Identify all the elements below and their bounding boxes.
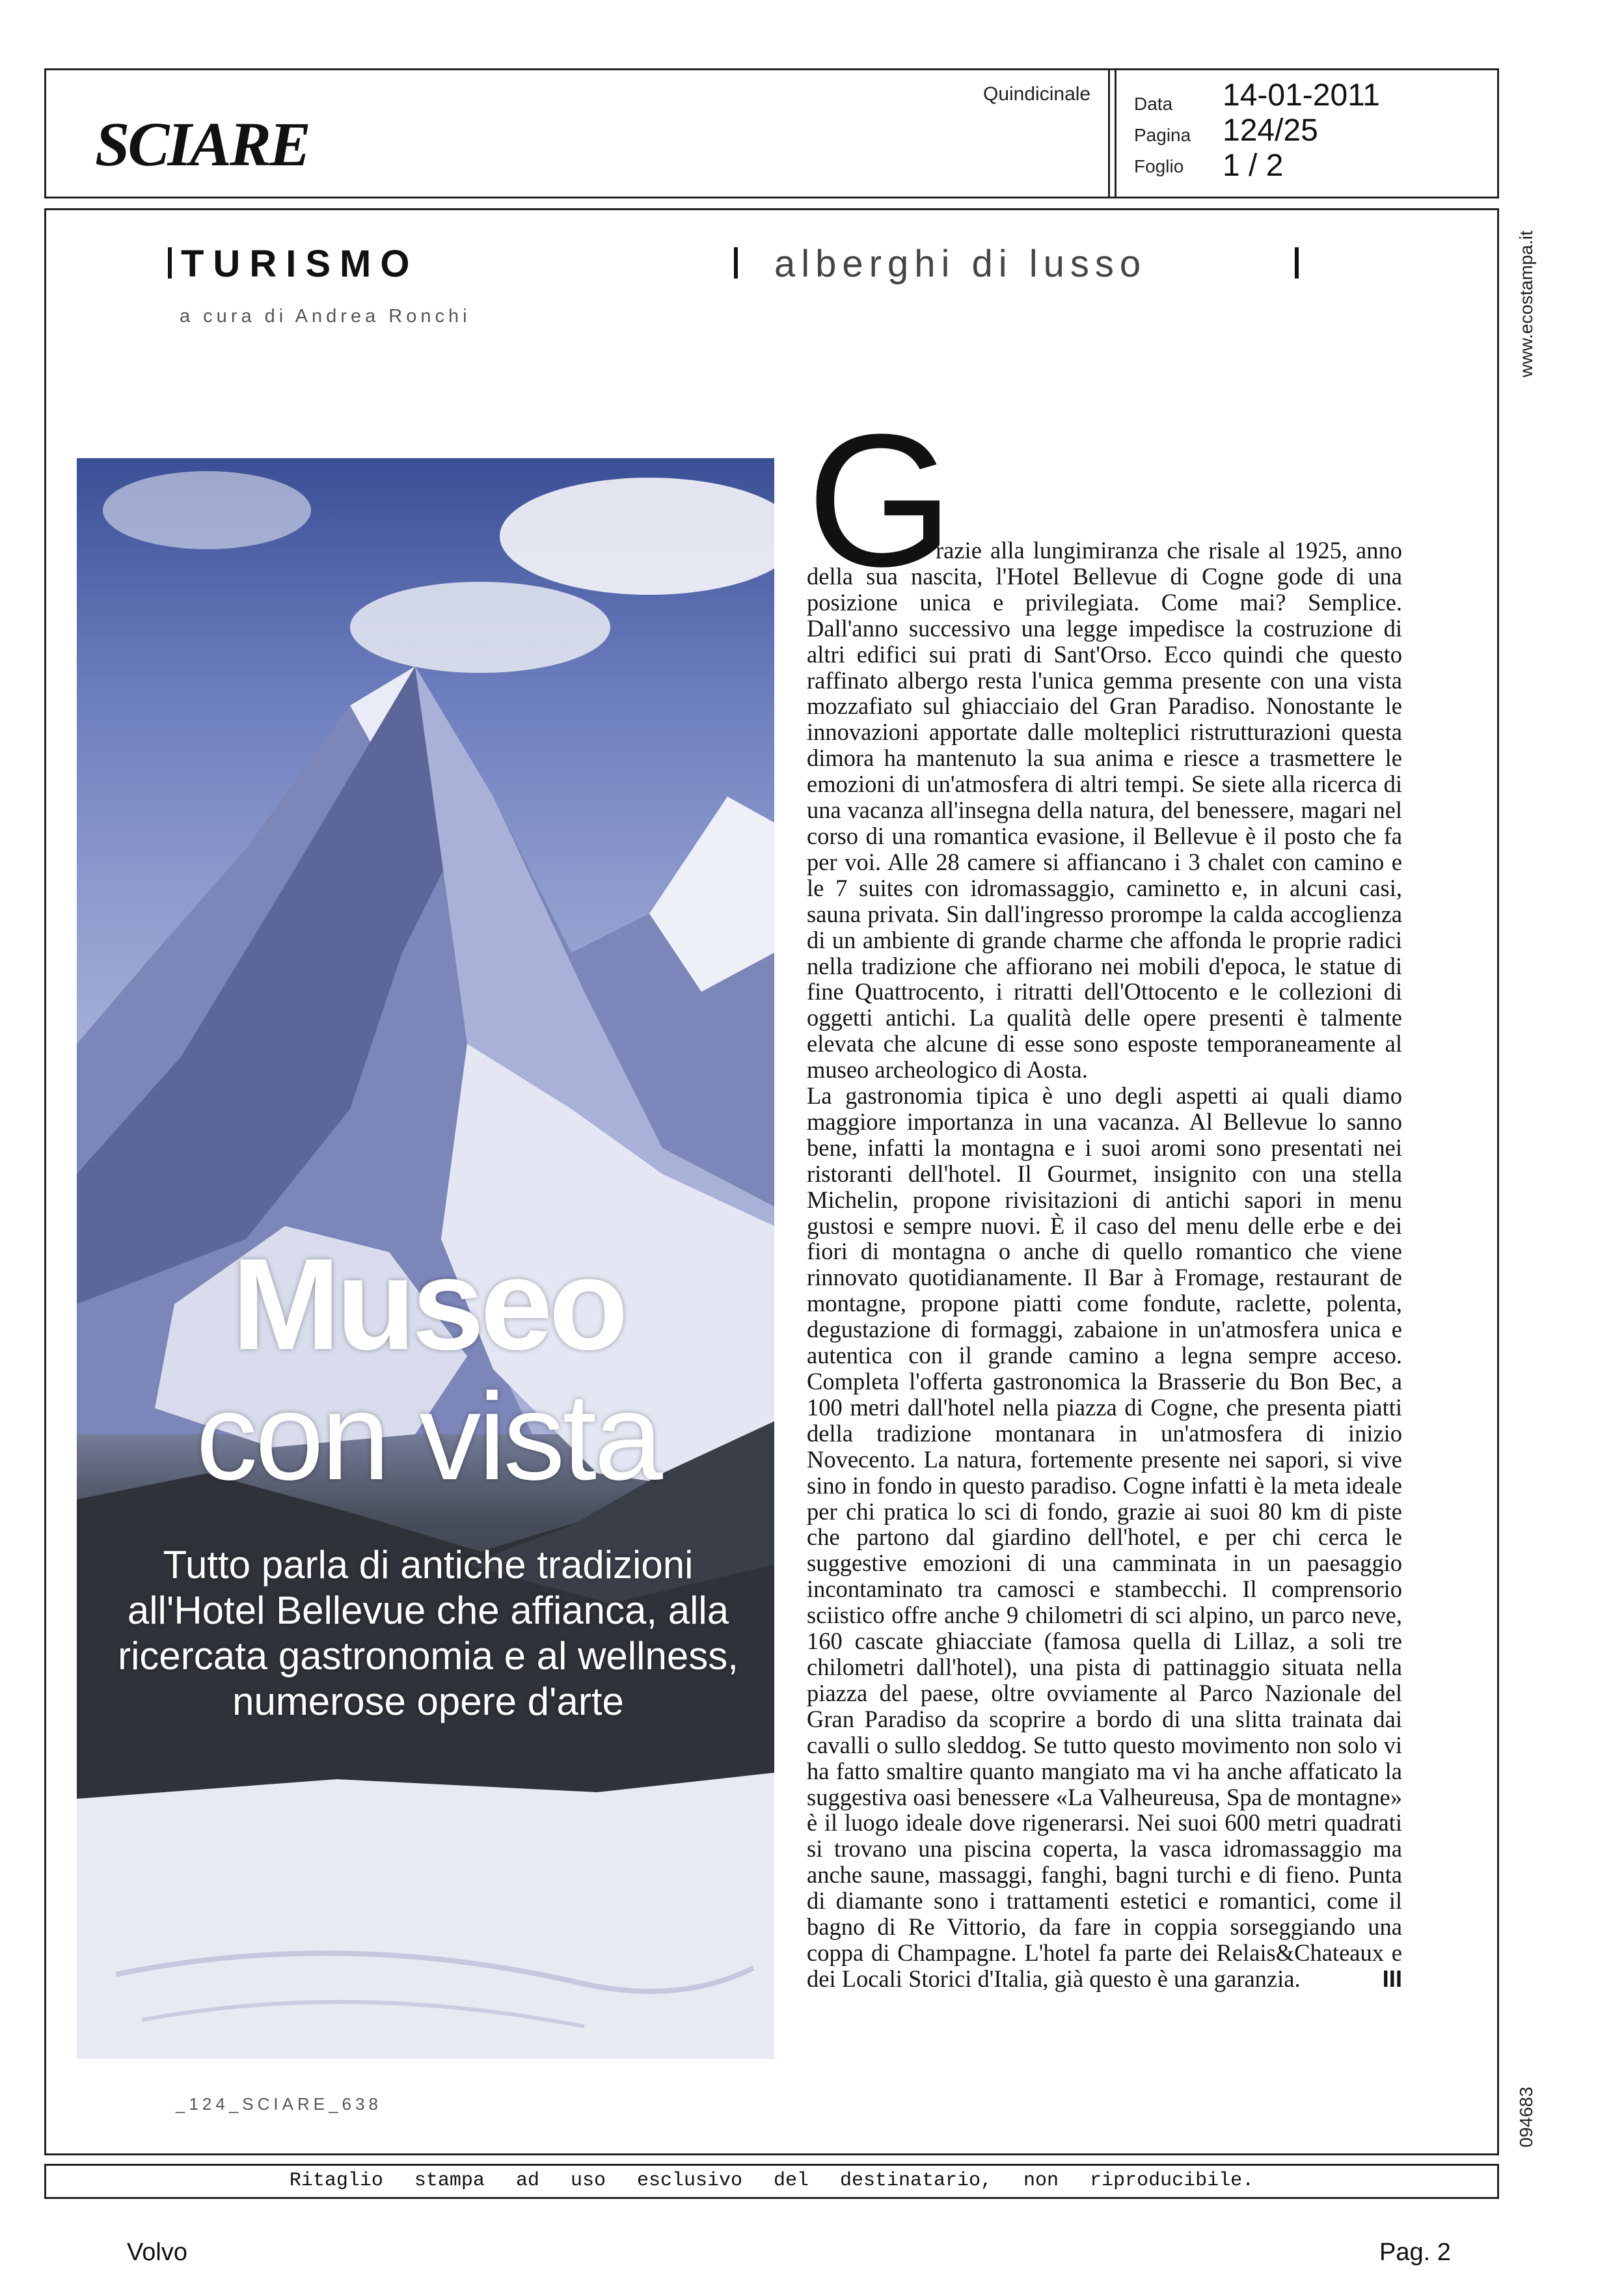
article-paragraph-2	[807, 1083, 1402, 1992]
meta-labels	[1134, 89, 1191, 182]
meta-values	[1223, 78, 1380, 184]
page-value: 124/25	[1223, 113, 1318, 148]
article-paragraph-2-text: La gastronomia tipica è uno degli aspetti ai quali diamo maggiore importanza in una vacanza. Al Bellevue lo sanno bene, infatti la montagna e i suoi aromi sono presentati nei ristoranti dell'hotel. Il Gourmet, insignito con una stella Michelin, propone rivisitazioni di antichi sapori in menu gustosi e sempre nuovi. È il caso del menu delle erbe e dei fiori di montagna o anche di quello romantico che viene rinnovato quotidianamente. Il Bar à Fromage, restaurant de montagne, propone piatti come fondute, raclette, polenta, degustazione di formaggi, zabaione in un'atmosfera unica e autentica con il grande camino a legna sempre acceso. Completa l'offerta gastronomica la Brasserie du Bon Bec, a 100 metri dall'hotel nella piazza di Cogne, che presenta piatti della tradizione montanara in un'atmosfera di inizio Novecento. La natura, fortemente presente nei sapori, si vive sino in fondo in questo paradiso. Cogne infatti è la meta ideale per chi pratica lo sci di fondo, grazie ai suoi 80 km di piste che partono dal giardino dell'hotel, e per chi cerca le suggestive emozioni di una camminata in un paesaggio incontaminato tra camosci e stambecchi. Il comprensorio sciistico offre anche 9 chilometri di sci alpino, un parco neve, 160 cascate ghiacciate (famosa quella di Lillaz, a soli tre chilometri dall'hotel), una pista di pattinaggio situata nella piazza del paese, oltre ovviamente al Parco Nazionale del Gran Paradiso da scoprire a bordo di una slitta trainata dai cavalli o sullo sleddog. Se tutto questo movimento non solo vi ha fatto smaltire quanto mangiato ma vi ha anche affaticato la suggestiva oasi benessere «La Valheureusa, Spa de montagne» è il luogo ideale dove rigenerarsi. Nei suoi 600 metri quadrati si trovano una piscina coperta, la vasca idromassaggio ma anche saune, massaggi, fanghi, bagni turchi e di fieno. Punta di diamante sono i trattamenti estetici e romantici, come il bagno di Re Vittorio, da fare in coppia sorseggiando una coppa di Champagne. L'hotel fa parte dei Relais&Chateaux e dei Locali Storici d'Italia, già questo è una garanzia.	[807, 1082, 1402, 1992]
header-divider	[1115, 70, 1116, 197]
section-bar	[734, 247, 738, 279]
footer-box	[44, 2164, 1499, 2199]
editor-credit: a cura di Andrea Ronchi	[180, 306, 471, 327]
headline-line-1: Museo	[232, 1232, 625, 1377]
article-paragraph-1: razie alla lungimiranza che risale al 1925, anno della sua nascita, l'Hotel Bellevue di Cogne gode di una posizione unica e privilegiata. Come mai? Semplice. Dall'anno successivo una legge impedisce la costruzione di altri edifici sui prati di Sant'Orso. Ecco quindi che questo raffinato albergo resta l'unica gemma presente con una vista mozzafiato sul ghiacciaio del Gran Paradiso. Nonostante le innovazioni apportate dalle molteplici ristrutturazioni questa dimora ha mantenuto la sua anima e riesce a trasmettere le emozioni di un'atmosfera di altri tempi. Se siete alla ricerca di una vacanza all'insegna della natura, del benessere, magari nel corso di una romantica evasione, il Bellevue è il posto che fa per voi. Alle 28 camere si affiancano i 3 chalet con camino e le 7 suites con idromassaggio, caminetto e, in alcuni casi, sauna privata. Sin dall'ingresso prorompe la calda accoglienza di un ambiente di grande charme che affonda le proprie radici nella tradizione che affiorano nei mobili d'epoca, le statue di fine Quattrocento, i ritratti dell'Ottocento e le collezioni di oggetti antichi. La qualità delle opere presenti è talmente elevata che alcune di esse sono esposte temporaneamente al museo archeologico di Aosta.	[807, 537, 1402, 1084]
section-bar	[1295, 247, 1299, 279]
date-label: Data	[1134, 94, 1173, 114]
date-value: 14-01-2011	[1223, 78, 1380, 113]
drop-cap: G	[807, 395, 954, 606]
page-number: Pag. 2	[1379, 2239, 1451, 2266]
end-mark: III	[1382, 1965, 1402, 1992]
header-box	[44, 68, 1499, 198]
side-code: 094683	[1516, 2086, 1536, 2148]
headline-line-2: con vista	[196, 1368, 660, 1506]
sheet-value: 1 / 2	[1223, 148, 1284, 183]
page-folio: _124_SCIARE_638	[176, 2094, 382, 2114]
publication-logo: SCIARE	[95, 109, 309, 179]
periodicity-label: Quindicinale	[983, 83, 1091, 105]
header-divider	[1108, 70, 1110, 197]
headline-deck: Tutto parla di antiche tradizioni all'Hotel Bellevue che affianca, alla ricercata gastronomia e al wellness, numerose opere d'arte	[118, 1543, 738, 1723]
section-bar	[168, 247, 172, 279]
side-url: www.ecostampa.it	[1516, 230, 1536, 377]
page-label-meta: Pagina	[1134, 125, 1191, 145]
sheet-label: Foglio	[1134, 156, 1184, 176]
section-title: TURISMO	[181, 243, 419, 285]
section-subtitle: alberghi di lusso	[774, 243, 1147, 285]
article-body	[807, 538, 1402, 1992]
clipping-disclaimer: Ritaglio stampa ad uso esclusivo del destinatario, non riproducibile.	[289, 2170, 1254, 2192]
client-name: Volvo	[127, 2239, 187, 2266]
